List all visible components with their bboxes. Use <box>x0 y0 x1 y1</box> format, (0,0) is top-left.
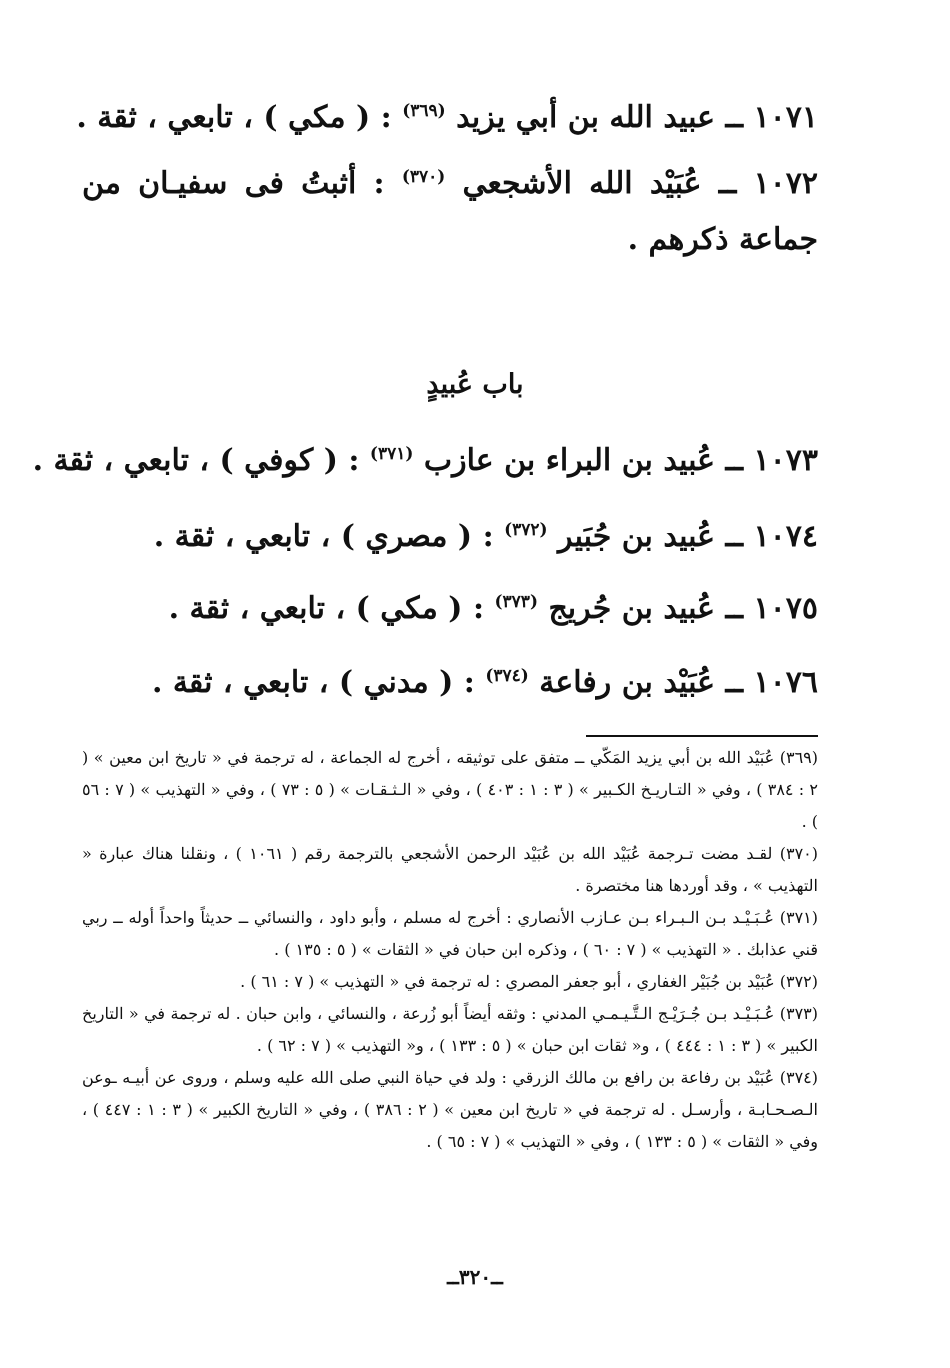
entry-description: : ( مكي ) ، تابعي ، ثقة . <box>168 591 485 626</box>
footnote-ref: (٣٧٢) <box>504 520 548 540</box>
footnote-374: (٣٧٤) عُبَيْد بن رفاعة بن رافع بن مالك الزرقي : ولد في حياة النبي صلى الله عليه وسلم ، وروى عن أبيـه ـوعن الـصـحـابـة ، وأرسـل . له ترجمة في « تاريخ ابن معين » ( ٢ : ٣٨٦ ) ، وفي « التاريخ الكبير » ( ٣ : ١ : ٤٤٧ ) ، وفي « الثقات » ( ٥ : ١٣٣ ) ، وفي « التهذيب » ( ٧ : ٦٥ ) . <box>82 1068 819 1151</box>
entry-1076 <box>118 658 818 708</box>
footnote-369: (٣٦٩) عُبَيْد الله بن أبي يزيد المَكّي ــ متفق على توثيقه ، أخرج له الجماعة ، له ترجمة في « تاريخ ابن معين » ( ٢ : ٣٨٤ ) ، وفي « التـاريـخ الكـبير » ( ٣ : ١ : ٤٠٣ ) ، وفي « الـثـقـات » ( ٥ : ٧٣ ) ، وفي « التهذيب » ( ٧ : ٥٦ ) . <box>82 748 818 831</box>
footnote-372: (٣٧٢) عُبَيْد بن جُبَيْر الغفاري ، أبو جعفر المصري : له ترجمة في « التهذيب » ( ٧ : ٦١ ) . <box>240 972 818 991</box>
footnote-ref: (٣٦٩) <box>402 101 446 121</box>
footnote-373: (٣٧٣) عُـبَـيْـد بـن جُـرَيْـج الـتَّـيـمـي المدني : وثقه أيضاً أبو زُرعة ، والنسائي ، وابن حبان . له ترجمة في « التاريخ الكبير » ( ٣ : ١ : ٤٤٤ ) ، و« ثقات ابن حبان » ( ٥ : ١٣٣ ) ، و« التهذيب » ( ٧ : ٦٢ ) . <box>82 1004 818 1055</box>
entry-heading: ١٠٧١ ــ عبيد الله بن أبي يزيد <box>456 100 818 135</box>
footnote-ref: (٣٧٠) <box>401 167 446 187</box>
footnote-ref: (٣٧١) <box>369 444 414 464</box>
entry-heading: ١٠٧٦ ــ عُبَيْد بن رفاعة <box>539 665 818 700</box>
footnote-ref: (٣٧٣) <box>494 592 538 612</box>
footnotes <box>82 742 818 1158</box>
section-heading: باب عُبيدٍ <box>426 369 524 400</box>
entry-heading: ١٠٧٢ ــ عُبَيْد الله الأشجعي <box>462 166 819 201</box>
entry-heading: ١٠٧٣ ــ عُبيد بن البراء بن عازب <box>423 443 818 478</box>
footnote-370: (٣٧٠) لقـد مضت تـرجمة عُبَيْد الله بن عُبَيْد الرحمن الأشجعي بالترجمة رقم ( ١٠٦١ ) ، ونقلنا هناك عبارة « التهذيب » ، وقد أوردها هنا مختصرة . <box>82 844 819 895</box>
page-number: ــ٣٢٠ــ <box>447 1265 503 1289</box>
entry-description: : ( مصري ) ، تابعي ، ثقة . <box>153 519 494 554</box>
entry-heading: ١٠٧٤ ــ عُبيد بن جُبَير <box>558 519 818 554</box>
footnote-371: (٣٧١) عُـبَـيْـد بـن الـبـراء بـن عـازب الأنصاري : أخرج له مسلم ، وأبو داود ، والنسائي ــ حديثاً واحداً أوله ــ ربي قني عذابك . « التهذيب » ( ٧ : ٦٠ ) ، وذكره ابن حبان في « الثقات » ( ٥ : ١٣٥ ) . <box>82 908 818 959</box>
entry-1073 <box>32 436 818 486</box>
footnote-divider <box>586 735 818 737</box>
entry-description: : ( مدني ) ، تابعي ، ثقة . <box>151 665 475 700</box>
footnote-ref: (٣٧٤) <box>485 666 529 686</box>
entry-1072 <box>82 156 818 268</box>
entry-description: : أثبتُ فى سفيـان من جماعة ذكرهم . <box>82 166 818 257</box>
entry-description: : ( مكي ) ، تابعي ، ثقة . <box>76 100 392 135</box>
entry-1074 <box>118 512 818 562</box>
entry-heading: ١٠٧٥ ــ عُبيد بن جُريج <box>548 591 818 626</box>
entry-1075 <box>118 584 818 634</box>
entry-description: : ( كوفي ) ، تابعي ، ثقة . <box>32 443 360 478</box>
entry-1071 <box>76 93 818 143</box>
